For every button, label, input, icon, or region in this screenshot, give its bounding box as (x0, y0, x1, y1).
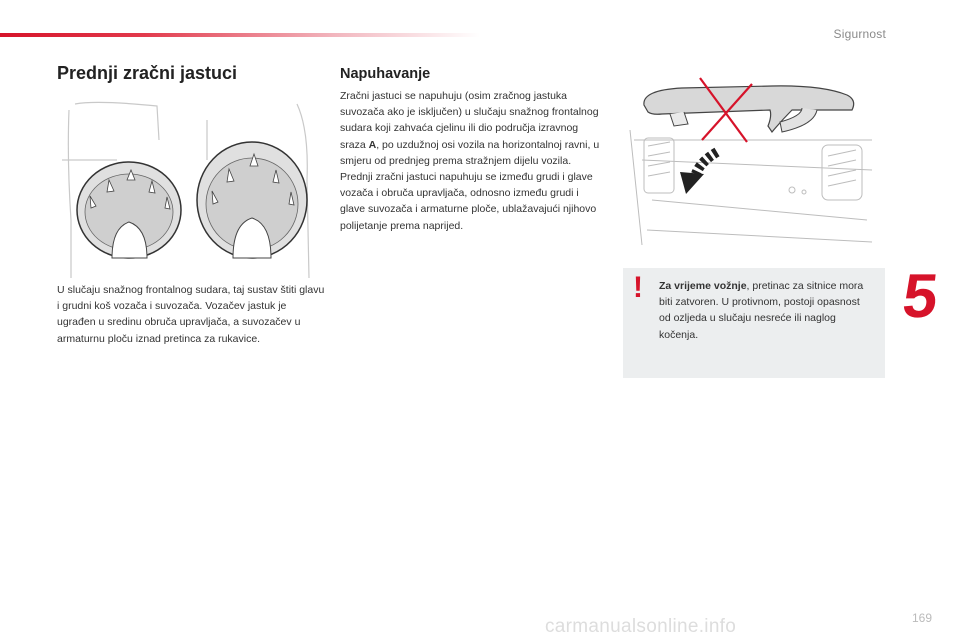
warning-callout (623, 268, 885, 378)
section-heading-inflation: Napuhavanje (340, 66, 431, 82)
warning-text (659, 278, 874, 343)
impact-zone-letter: A (368, 138, 377, 151)
section-label: Sigurnost (833, 27, 886, 41)
page-number: 169 (911, 611, 932, 625)
header-accent-bar (0, 33, 480, 37)
intro-paragraph: U slučaju snažnog frontalnog sudara, taj sustav štiti glavu i grudni koš vozača i suvozača. Vozačev jastuk je ugrađen u sredinu obruča upravljača, a suvozačev u armaturnu ploču iznad pretinca za rukavice. (57, 284, 325, 345)
passenger-airbag (197, 142, 307, 258)
dashboard-illustration (622, 70, 884, 248)
inflation-text-part1: Zračni jastuci se napuhuju (osim zračnog jastuka suvozača ako je isključen) u slučaju snažnog frontalnog sudara koji zahvaća cjelinu ili dio područja izravnog sraza (340, 90, 599, 151)
inflation-text-part2: , po uzdužnoj osi vozila na horizontalnoj ravni, u smjeru od prednjeg prema stražnjem dijelu vozila. (340, 138, 600, 167)
warning-exclamation-icon: ! (633, 271, 643, 304)
airbag-illustration (57, 100, 325, 278)
arrow-down-icon (680, 152, 717, 194)
warning-body: , pretinac za sitnice mora biti zatvoren. U protivnom, postoji opasnost od ozljeda u slučaju nesreće ili naglog kočenja. (659, 280, 864, 341)
chapter-number: 5 (899, 262, 942, 331)
warning-lead: Za vrijeme vožnje (659, 280, 747, 292)
page-title: Prednji zračni jastuci (57, 63, 238, 83)
driver-airbag (77, 162, 181, 258)
inflation-text-part3: Prednji zračni jastuci napuhuju se između grudi i glave vozača i obruča upravljača, odnosno između grudi i glave suvozača i armaturne ploče, ublažavajući njihovo polijetanje prema naprijed. (340, 171, 597, 232)
inflation-paragraph (340, 88, 602, 234)
watermark: carmanualsonline.info (545, 616, 737, 637)
